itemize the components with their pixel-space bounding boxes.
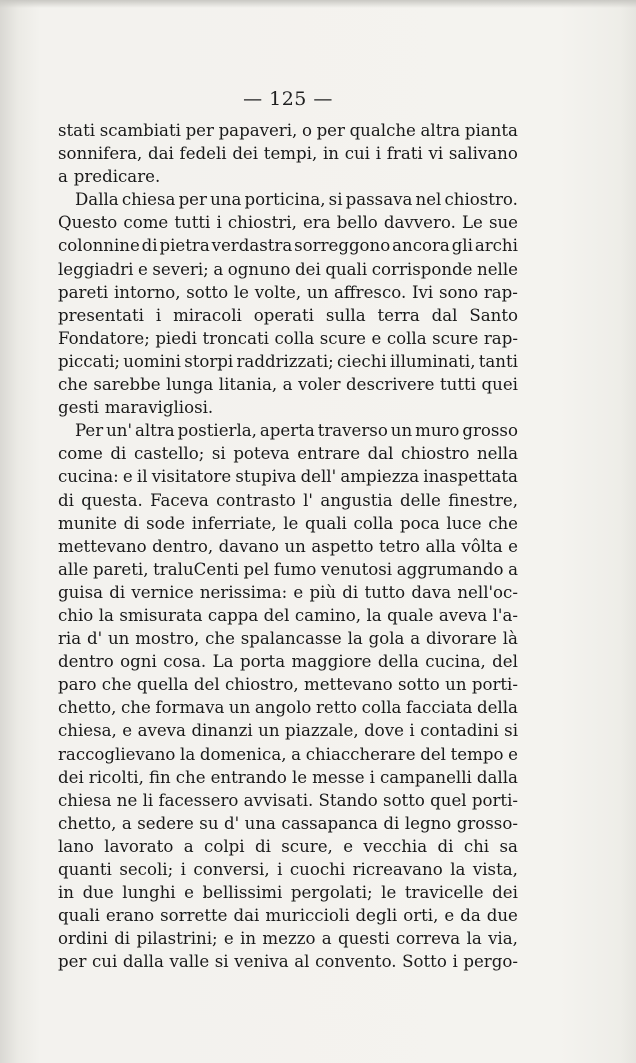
text-line: piccati; uomini storpi raddrizzati; ciechi illuminati, tanti [58, 351, 518, 371]
text-line: mettevano dentro, davano un aspetto tetro alla vôlta e [58, 536, 518, 556]
text-line: quali erano sorrette dai muriccioli degli orti, e da due [58, 906, 518, 926]
text-line: a predicare. [58, 167, 161, 187]
text-line: alle pareti, traluCenti pel fumo venutosi aggrumando a [58, 559, 518, 579]
text-line: gesti maravigliosi. [58, 398, 214, 418]
text-line: Fondatore; piedi troncati colla scure e colla scure rap- [58, 328, 518, 348]
text-line: presentati i miracoli operati sulla terra dal Santo [58, 305, 518, 325]
text-line: chiesa, e aveva dinanzi un piazzale, dove i contadini si [58, 721, 518, 741]
text-line: stati scambiati per papaveri, o per qualche altra pianta [58, 121, 518, 140]
text-line: ria d' un mostro, che spalancasse la gola a divorare là [58, 629, 518, 649]
text-line: sonnifera, dai fedeli dei tempi, in cui i frati vi salivano [58, 144, 518, 164]
text-line: Questo come tutti i chiostri, era bello davvero. Le sue [58, 213, 518, 233]
text-line: quanti secoli; i conversi, i cuochi ricreavano la vista, [58, 860, 518, 879]
text-line: chetto, che formava un angolo retto colla facciata della [58, 698, 518, 718]
text-line: guisa di vernice nerissima: e più di tutto dava nell'oc- [58, 582, 518, 602]
text-line: per cui dalla valle si veniva al convento. Sotto i pergo- [58, 952, 518, 972]
text-line: Per un' altra postierla, aperta traverso un muro grosso [75, 421, 518, 441]
text-line: di questa. Faceva contrasto l' angustia delle finestre, [58, 490, 518, 510]
text-line: pareti intorno, sotto le volte, un affresco. Ivi sono rap- [58, 282, 518, 302]
text-line: paro che quella del chiostro, mettevano sotto un porti- [58, 675, 518, 695]
text-line: lano lavorato a colpi di scure, e vecchia di chi sa [58, 836, 518, 856]
text-line: ordini di pilastrini; e in mezzo a questi correva la via, [58, 929, 518, 949]
text-line: come di castello; si poteva entrare dal chiostro nella [58, 444, 518, 464]
text-line: chio la smisurata cappa del camino, la quale aveva l'a- [58, 605, 518, 625]
text-line: raccoglievano la domenica, a chiaccherare del tempo e [58, 744, 518, 764]
text-line: dei ricolti, fin che entrando le messe i campanelli dalla [58, 767, 518, 787]
page-edge-shadow [0, 0, 636, 8]
text-line: munite di sode inferriate, le quali colla poca luce che [58, 513, 518, 533]
text-line: chiesa ne li facessero avvisati. Stando sotto quel porti- [58, 790, 518, 810]
text-line: che sarebbe lunga litania, a voler descrivere tutti quei [58, 375, 518, 395]
text-line: cucina: e il visitatore stupiva dell' ampiezza inaspettata [58, 467, 518, 487]
text-line: colonnine di pietra verdastra sorreggono ancora gli archi [58, 236, 518, 256]
text-line: chetto, a sedere su d' una cassapanca di legno grosso- [58, 813, 518, 833]
body-text [58, 119, 518, 973]
text-line: Dalla chiesa per una porticina, si passava nel chiostro. [75, 190, 518, 210]
text-line: leggiadri e severi; a ognuno dei quali corrisponde nelle [58, 259, 518, 279]
page-number: — 125 — [243, 88, 333, 110]
text-line: dentro ogni cosa. La porta maggiore della cucina, del [58, 652, 518, 672]
text-line: in due lunghi e bellissimi pergolati; le travicelle dei [58, 883, 518, 903]
